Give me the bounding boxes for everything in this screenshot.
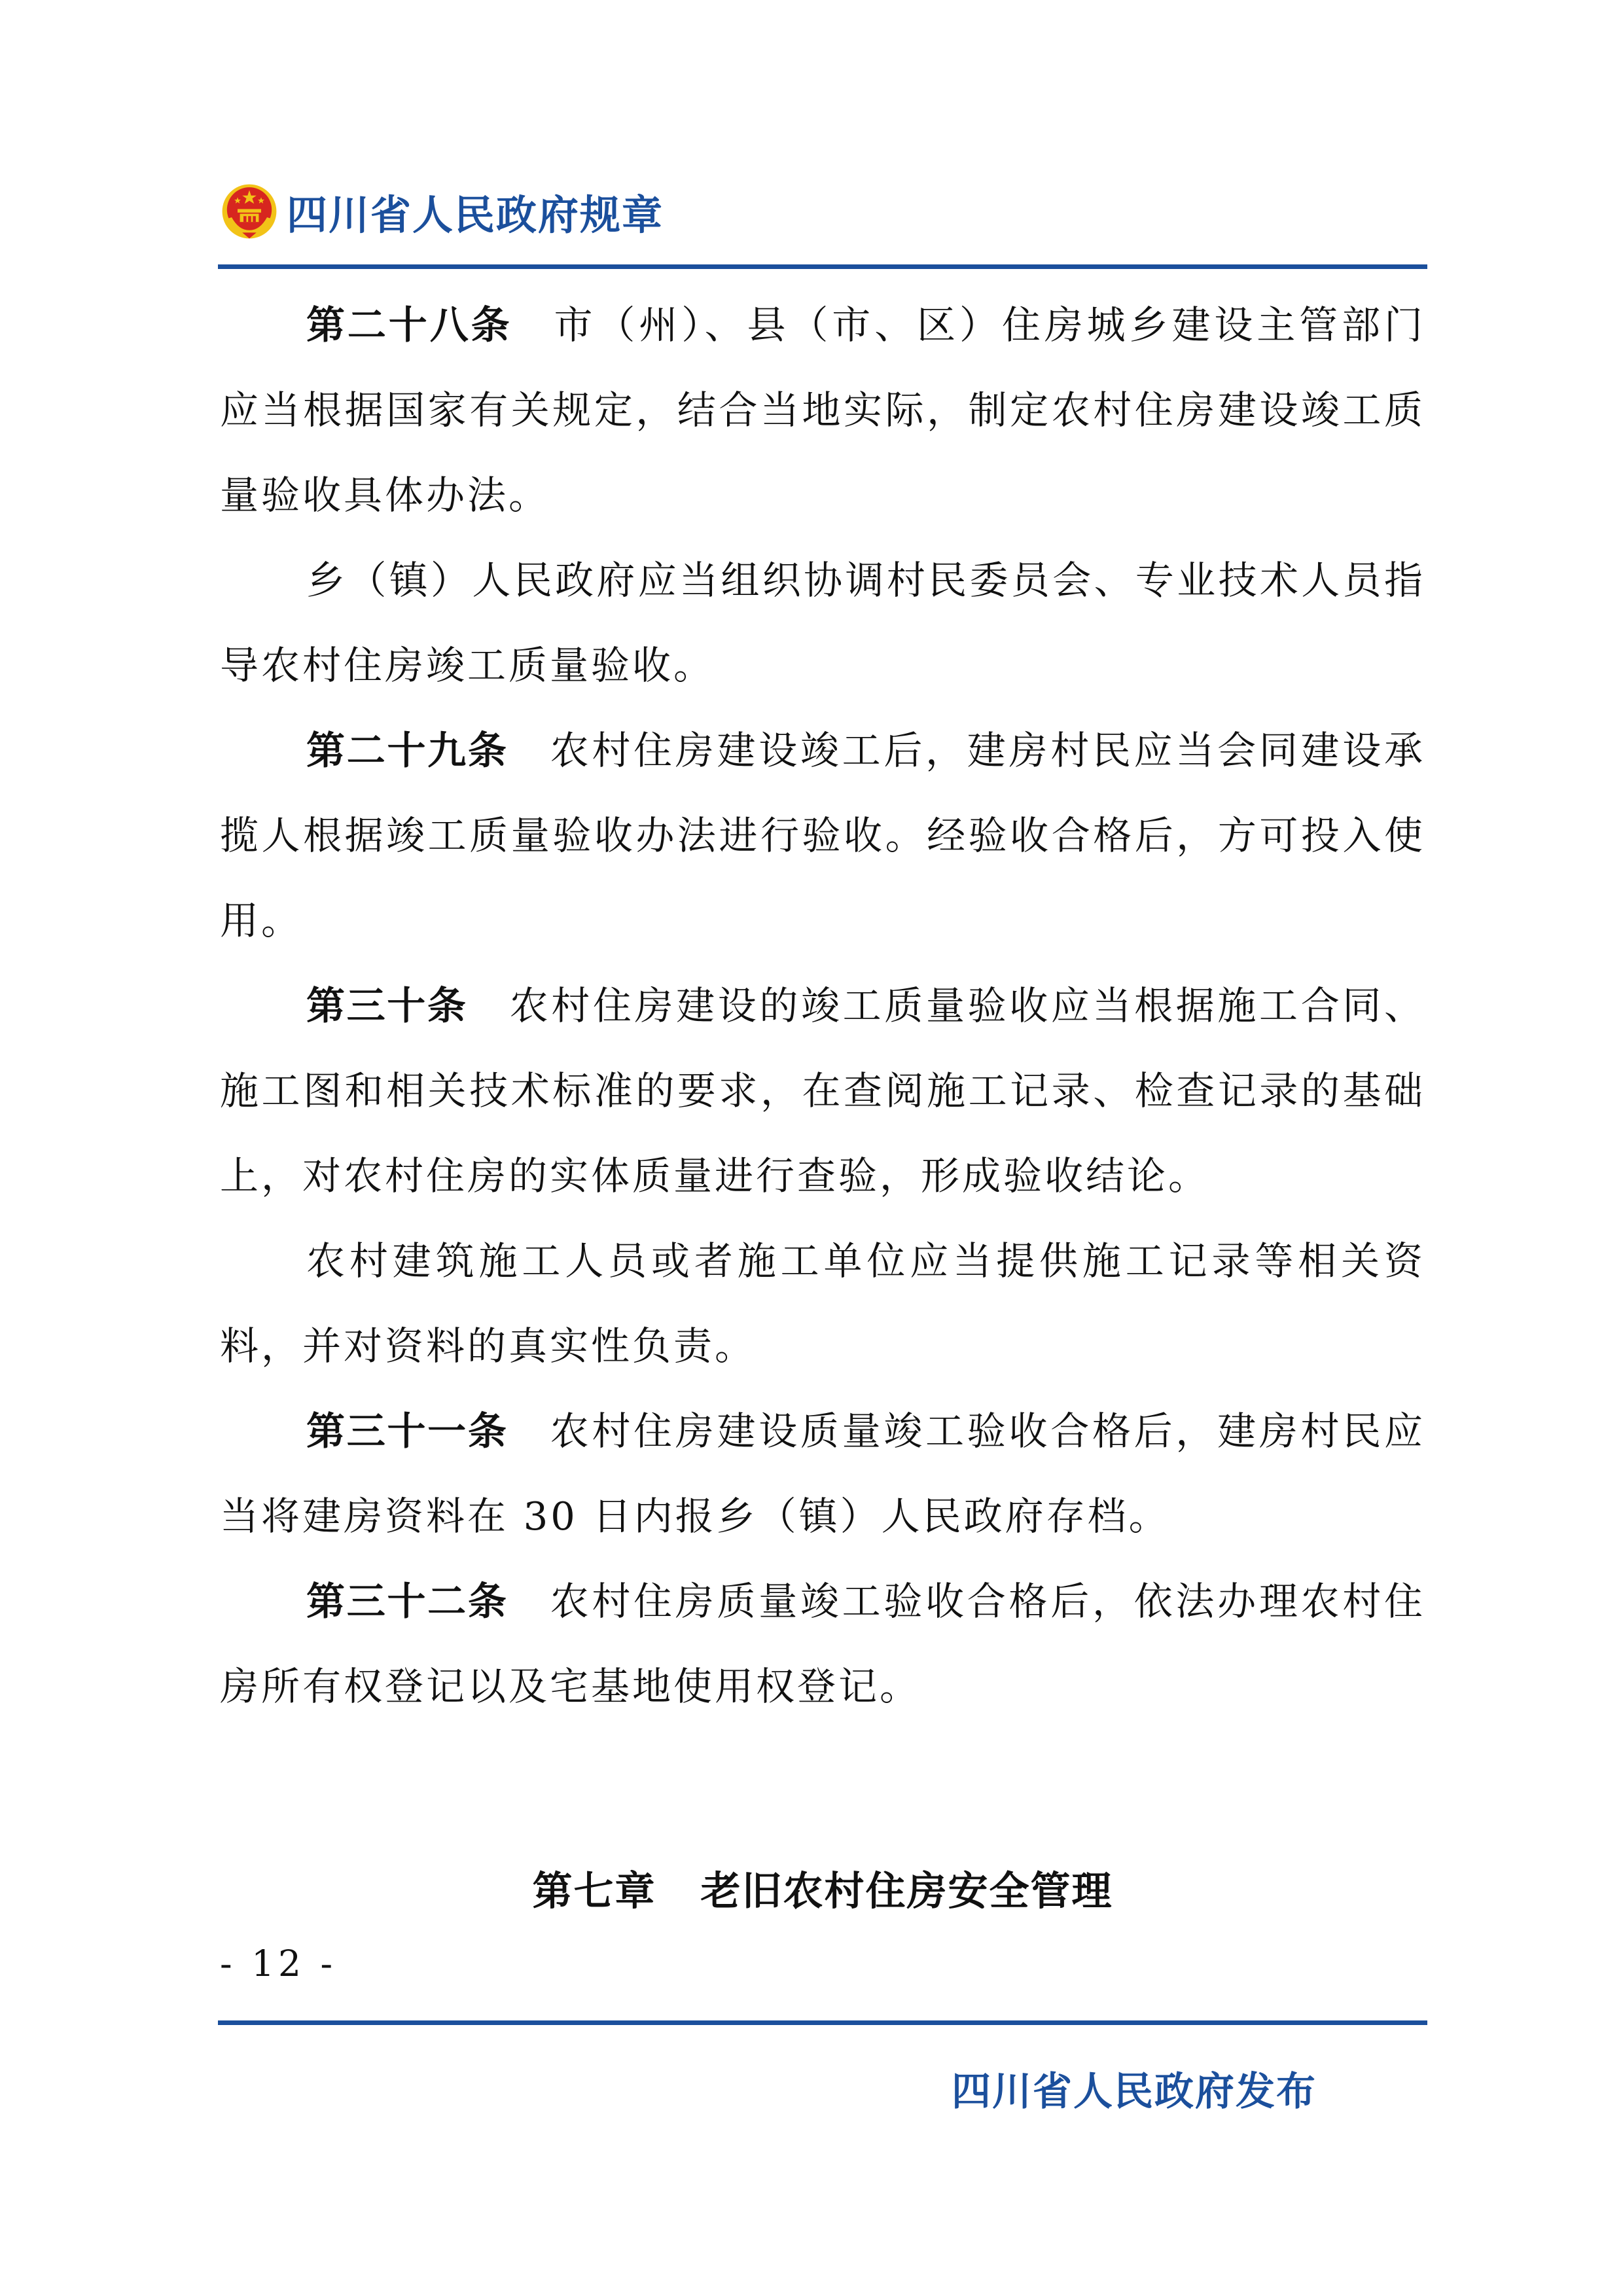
article-paragraph: [220, 708, 1425, 963]
article-text: 农村建筑施工人员或者施工单位应当提供施工记录等相关资料，并对资料的真实性负责。: [220, 1238, 1425, 1369]
article-label: 第三十二条: [306, 1579, 508, 1624]
article-text: 乡（镇）人民政府应当组织协调村民委员会、专业技术人员指导农村住房竣工质量验收。: [220, 558, 1425, 688]
header-title: 四川省人民政府规章: [287, 190, 664, 239]
chapter-heading: [220, 1846, 1425, 1937]
footer-divider: [218, 2020, 1427, 2025]
body-paragraph: [220, 1219, 1425, 1389]
article-label: 第二十八条: [306, 302, 512, 348]
article-text: 农村住房建设质量竣工验收合格后，建房村民应当将建房资料在 30 日内报乡（镇）人民政府存档。: [220, 1408, 1425, 1539]
article-label: 第三十条: [306, 983, 468, 1028]
document-body: [220, 283, 1425, 1729]
body-paragraph: [220, 538, 1425, 708]
national-emblem-icon: [220, 182, 279, 241]
article-text: 农村住房建设竣工后，建房村民应当会同建设承揽人根据竣工质量验收办法进行验收。经验收合格后，方可投入使用。: [220, 728, 1425, 943]
article-paragraph: [220, 963, 1425, 1219]
article-label: 第三十一条: [306, 1408, 508, 1454]
article-label: 第二十九条: [306, 728, 508, 773]
article-text: 农村住房质量竣工验收合格后，依法办理农村住房所有权登记以及宅基地使用权登记。: [220, 1579, 1425, 1709]
header-divider: [218, 264, 1427, 269]
footer-publisher: 四川省人民政府发布: [952, 2069, 1317, 2115]
article-paragraph: [220, 1389, 1425, 1559]
article-paragraph: [220, 1559, 1425, 1729]
chapter-title: 老旧农村住房安全管理: [700, 1868, 1113, 1914]
article-text: 农村住房建设的竣工质量验收应当根据施工合同、施工图和相关技术标准的要求，在查阅施工记录、检查记录的基础上，对农村住房的实体质量进行查验，形成验收结论。: [220, 983, 1425, 1198]
page-number: - 12 -: [220, 1943, 337, 1984]
chapter-number: 第七章: [532, 1868, 656, 1914]
article-text: 市（州）、县（市、区）住房城乡建设主管部门应当根据国家有关规定，结合当地实际，制定农村住房建设竣工质量验收具体办法。: [220, 302, 1425, 518]
document-header: [220, 182, 664, 241]
article-paragraph: [220, 283, 1425, 538]
